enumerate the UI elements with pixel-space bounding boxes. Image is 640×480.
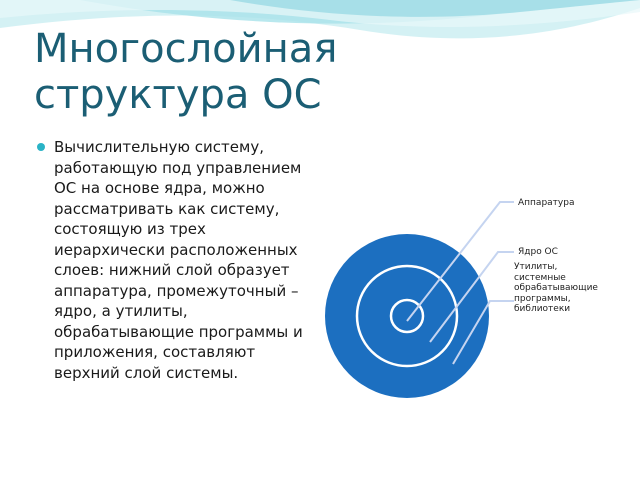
bullet-list xyxy=(36,137,321,383)
outer-layer-circle xyxy=(325,234,489,398)
label-utilities: Утилиты, системные обрабатывающие программы, библиотеки xyxy=(514,262,598,314)
layers-diagram xyxy=(300,190,630,420)
label-hardware: Аппаратура xyxy=(518,198,575,208)
label-kernel: Ядро ОС xyxy=(518,247,558,257)
slide-title: Многослойная структура ОС xyxy=(34,26,338,118)
bullet-text: Вычислительную систему, работающую под управлением ОС на основе ядра, можно рассматривать как систему, состоящую из трех иерархически расположенных слоев: нижний слой образует аппаратура, промежуточный – ядро, а утилиты, обрабатывающие программы и приложения, составляют верхний слой системы. xyxy=(54,138,303,382)
bullet-item xyxy=(36,137,321,383)
bullet-dot-icon xyxy=(37,143,45,151)
